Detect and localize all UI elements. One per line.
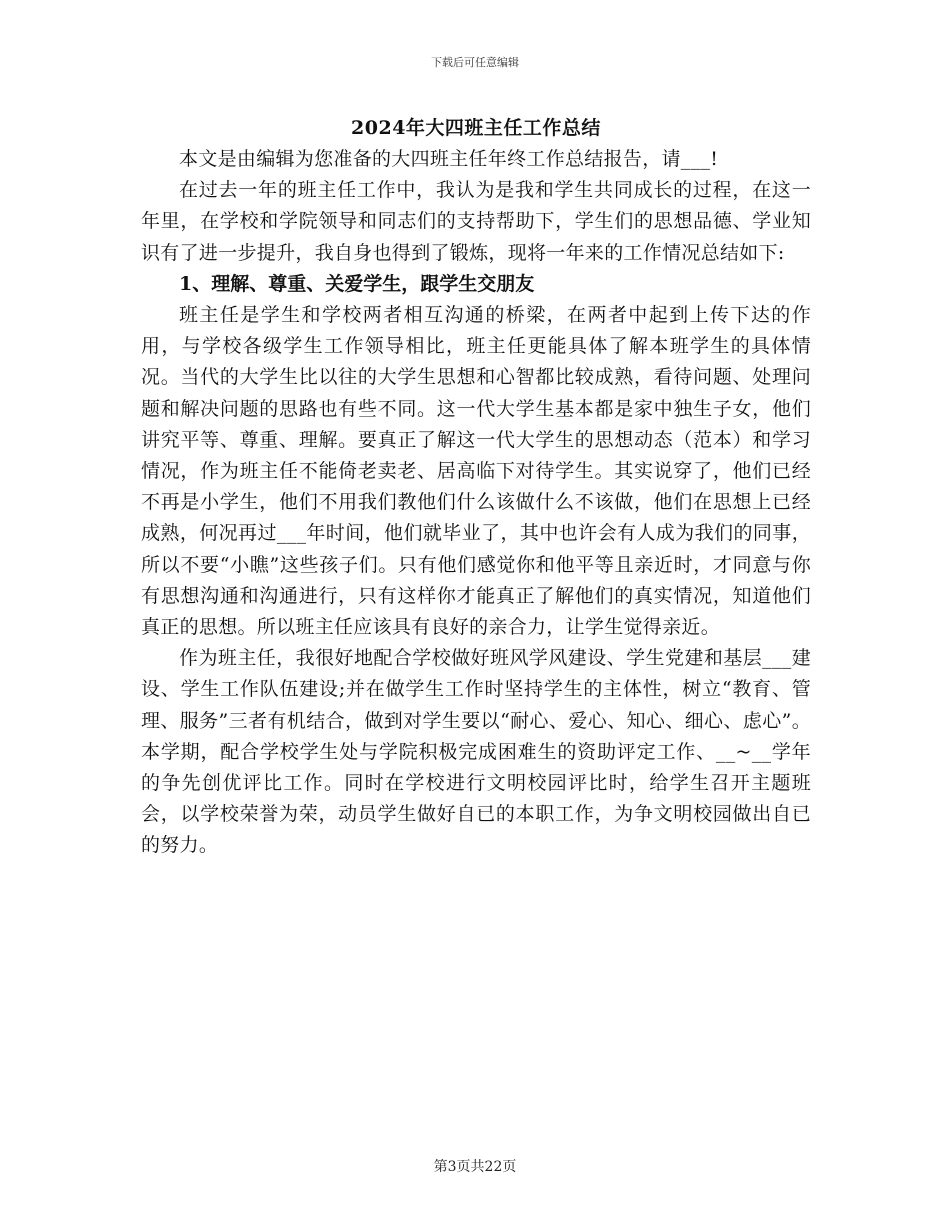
paragraph-overview: 在过去一年的班主任工作中，我认为是我和学生共同成长的过程，在这一年里，在学校和学院领导和同志们的支持帮助下，学生们的思想品德、学业知识有了进一步提升，我自身也得到了锻炼，现将一年来的工作情况总结如下: [141, 179, 811, 264]
document-body [141, 113, 811, 862]
intro-paragraph: 本文是由编辑为您准备的大四班主任年终工作总结报告，请___! [179, 148, 719, 170]
document-title: 2024年大四班主任工作总结 [351, 117, 601, 139]
paragraph-understanding-students: 班主任是学生和学校两者相互沟通的桥梁，在两者中起到上传下达的作用，与学校各级学生工作领导相比，班主任更能具体了解本班学生的具体情况。当代的大学生比以往的大学生思想和心智都比较成熟，看待问题、处理问题和解决问题的思路也有些不同。这一代大学生基本都是家中独生子女，他们讲究平等、尊重、理解。要真正了解这一代大学生的思想动态（范本）和学习情况，作为班主任不能倚老卖老、居高临下对待学生。其实说穿了，他们已经不再是小学生，他们不用我们教他们什么该做什么不该做，他们在思想上已经成熟，何况再过___年时间，他们就毕业了，其中也许会有人成为我们的同事，所以不要“小瞧”这些孩子们。只有他们感觉你和他平等且亲近时，才同意与你有思想沟通和沟通进行，只有这样你才能真正了解他们的真实情况，知道他们真正的思想。所以班主任应该具有良好的亲合力，让学生觉得亲近。 [141, 304, 811, 639]
paragraph-class-work: 作为班主任，我很好地配合学校做好班风学风建设、学生党建和基层___建设、学生工作队伍建设;并在做学生工作时坚持学生的主体性，树立“教育、管理、服务”三者有机结合，做到对学生要以“耐心、爱心、知心、细心、虑心”。本学期，配合学校学生处与学院积极完成困难生的资助评定工作、__~__学年的争先创优评比工作。同时在学校进行文明校园评比时，给学生召开主题班会，以学校荣誉为荣，动员学生做好自已的本职工作，为争文明校园做出自已的努力。 [141, 647, 811, 857]
page-footer: 第3页共22页 [433, 1159, 517, 1175]
header-note: 下载后可任意编辑 [431, 56, 519, 69]
section-heading: 1、理解、尊重、关爱学生，跟学生交朋友 [179, 272, 535, 295]
